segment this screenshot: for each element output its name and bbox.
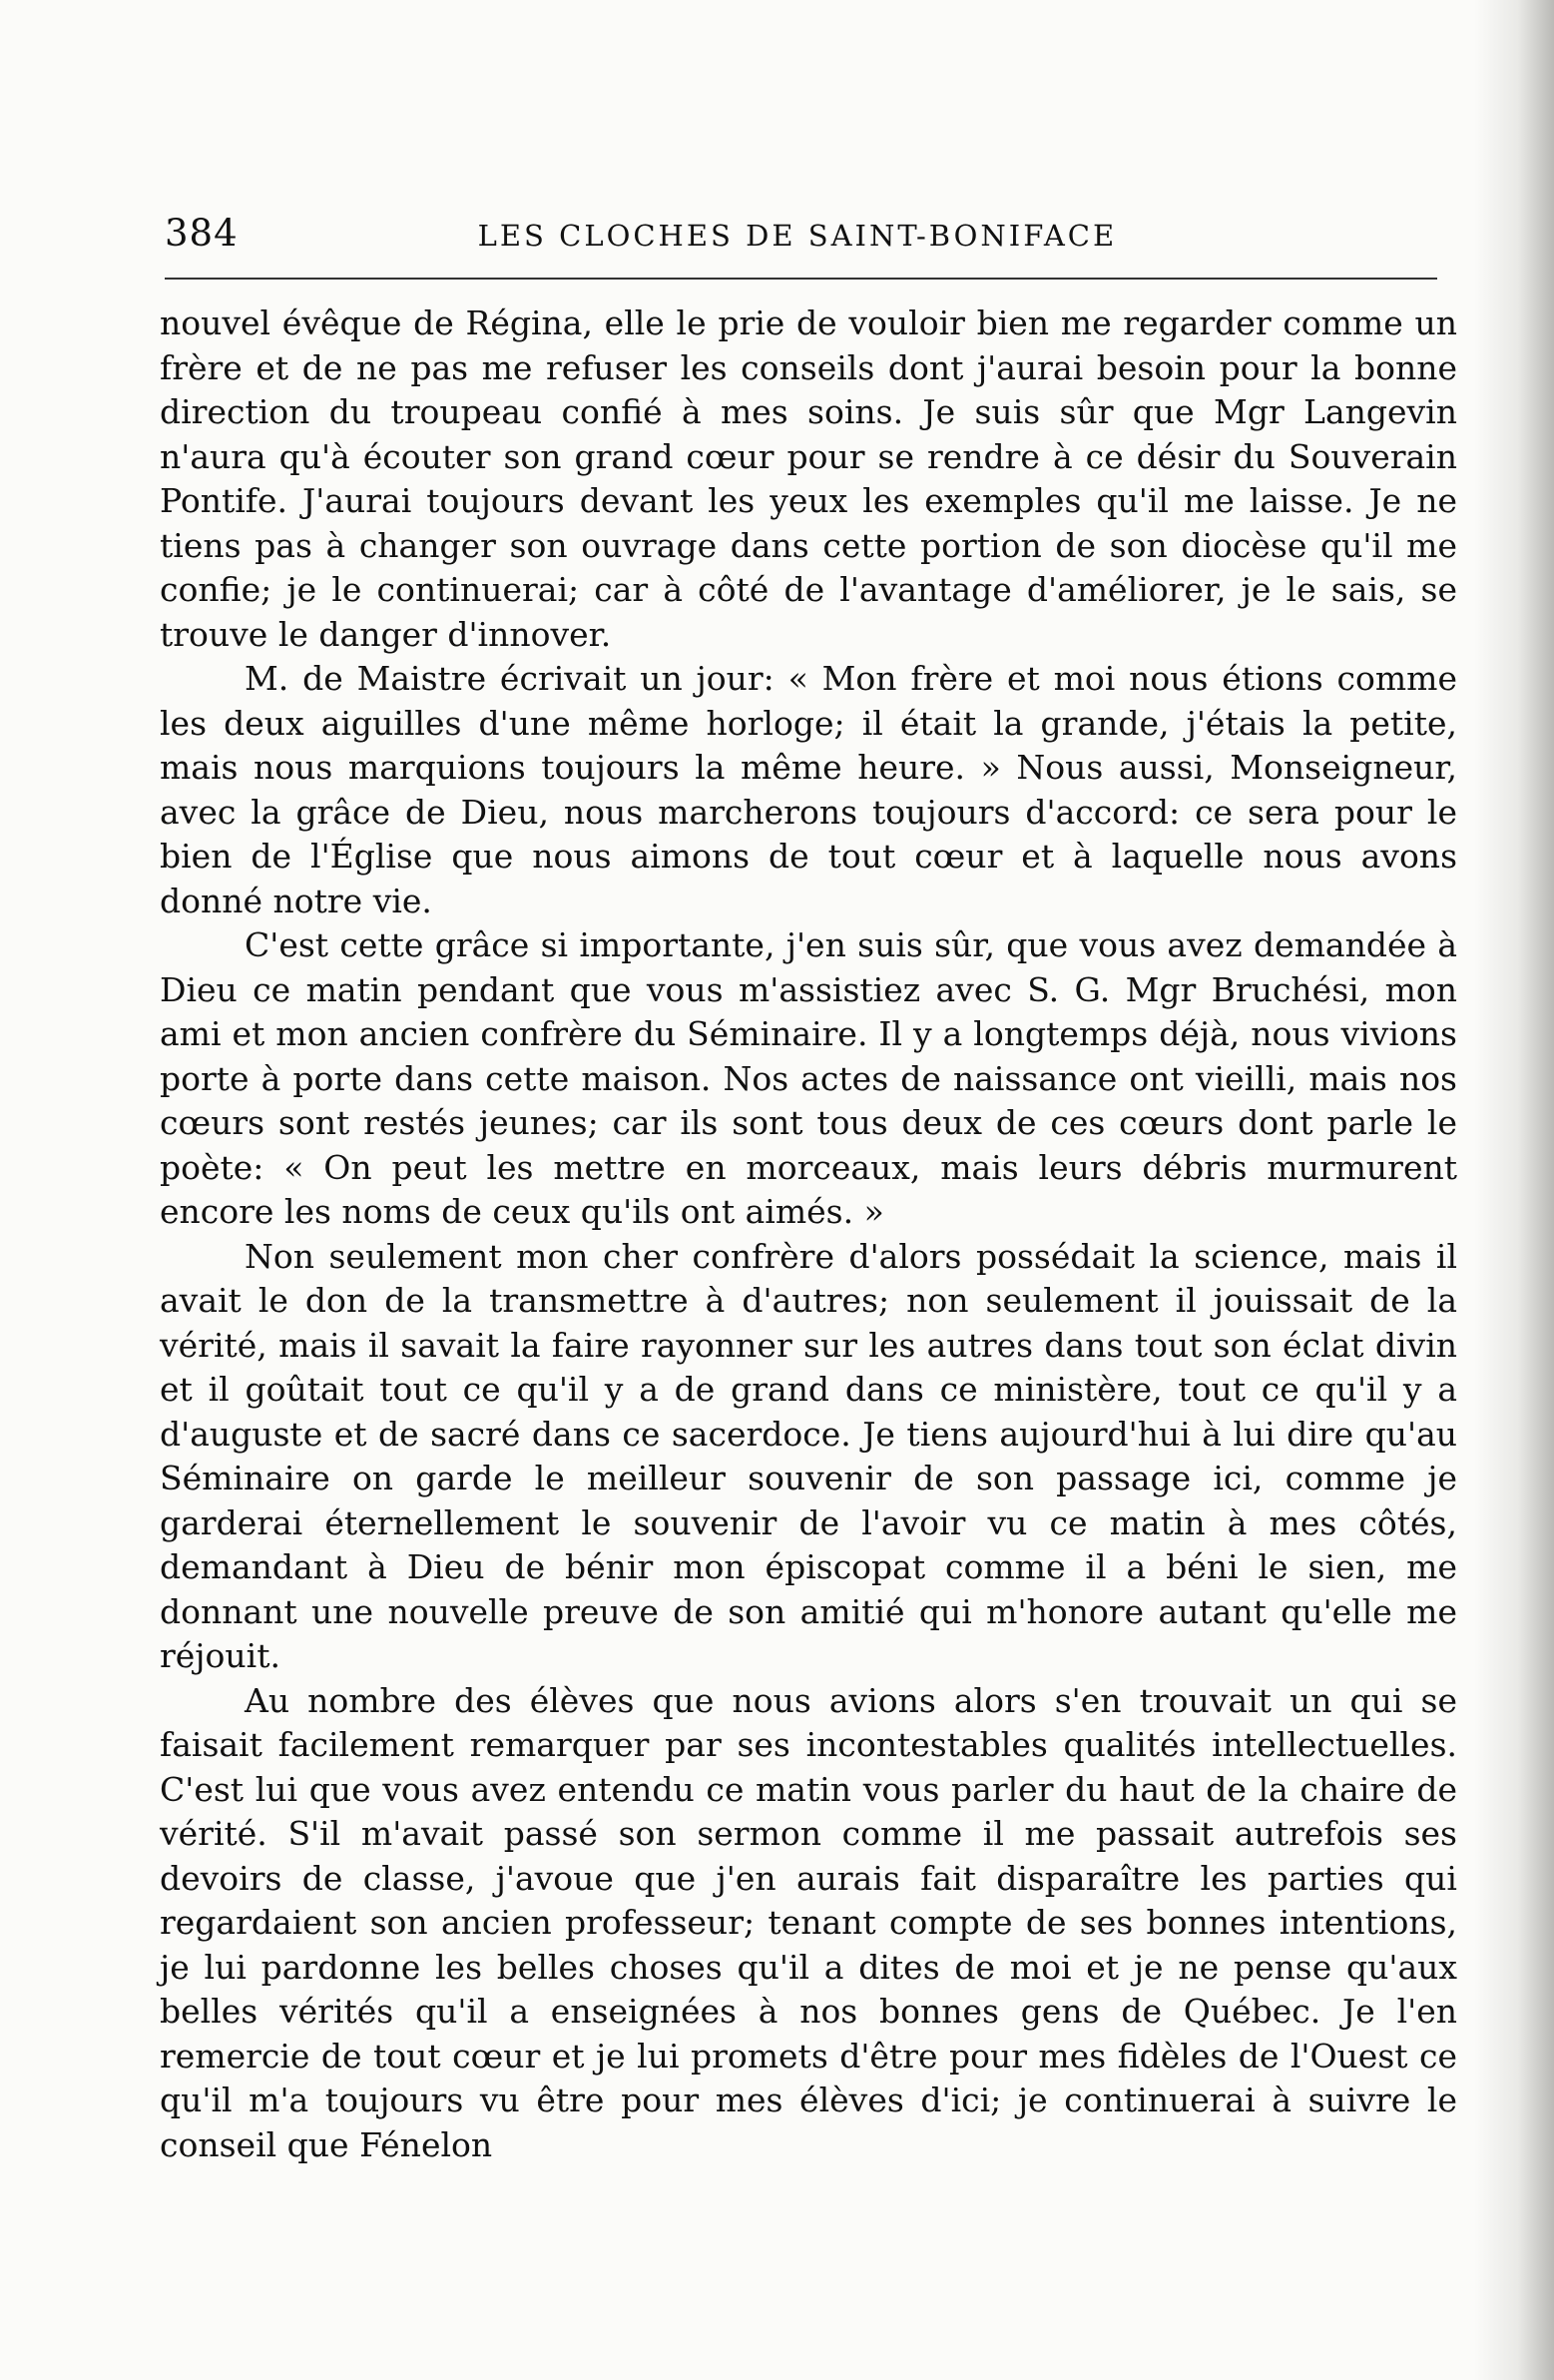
- paragraph: nouvel évêque de Régina, elle le prie de vouloir bien me regarder comme un frère et de ne pas me refuser les conseils dont j'aurai besoin pour la bonne direction du troupeau confié à mes soins. Je suis sûr que Mgr Langevin n'aura qu'à écouter son grand cœur pour se rendre à ce désir du Souverain Pontife. J'aurai toujours devant les yeux les exemples qu'il me laisse. Je ne tiens pas à changer son ouvrage dans cette portion de son diocèse qu'il me confie; je le continuerai; car à côté de l'avantage d'améliorer, je le sais, se trouve le danger d'innover.: [160, 303, 1457, 654]
- paragraph: Au nombre des élèves que nous avions alors s'en trouvait un qui se faisait facilement remarquer par ses incontestables qualités intellectuelles. C'est lui que vous avez entendu ce matin vous parler du haut de la chaire de vérité. S'il m'avait passé son sermon comme il me passait autrefois ses devoirs de classe, j'avoue que j'en aurais fait disparaître les parties qui regardaient son ancien professeur; tenant compte de ses bonnes intentions, je lui pardonne les belles choses qu'il a dites de moi et je ne pense qu'aux belles vérités qu'il a enseignées à nos bonnes gens de Québec. Je l'en remercie de tout cœur et je lui promets d'être pour mes fidèles de l'Ouest ce qu'il m'a toujours vu être pour mes élèves d'ici; je continuerai à suivre le conseil que Fénelon: [160, 1680, 1457, 2164]
- page-edge-shadow: [1474, 0, 1554, 2380]
- paragraph: Non seulement mon cher confrère d'alors possédait la science, mais il avait le don de la transmettre à d'autres; non seulement il jouissait de la vérité, mais il savait la faire rayonner sur les autres dans tout son éclat divin et il goûtait tout ce qu'il y a de grand dans ce ministère, tout ce qu'il y a d'auguste et de sacré dans ce sacerdoce. Je tiens aujourd'hui à lui dire qu'au Séminaire on garde le meilleur souvenir de son passage ici, comme je garderai éternellement le souvenir de l'avoir vu ce matin à mes côtés, demandant à Dieu de bénir mon épiscopat comme il a béni le sien, me donnant une nouvelle preuve de son amitié qui m'honore autant qu'elle me réjouit.: [160, 1236, 1457, 1675]
- running-title: LES CLOCHES DE SAINT-BONIFACE: [477, 219, 1118, 253]
- page-number: 384: [165, 212, 239, 255]
- paragraph: C'est cette grâce si importante, j'en suis sûr, que vous avez demandée à Dieu ce matin pendant que vous m'assistiez avec S. G. Mgr Bruchési, mon ami et mon ancien confrère du Séminaire. Il y a longtemps déjà, nous vivions porte à porte dans cette maison. Nos actes de naissance ont vieilli, mais nos cœurs sont restés jeunes; car ils sont tous deux de ces cœurs dont parle le poète: « On peut les mettre en morceaux, mais leurs débris murmurent encore les noms de ceux qu'ils ont aimés. »: [160, 925, 1457, 1231]
- paragraph: M. de Maistre écrivait un jour: « Mon frère et moi nous étions comme les deux aiguilles d'une même horloge; il était la grande, j'étais la petite, mais nous marquions toujours la même heure. » Nous aussi, Monseigneur, avec la grâce de Dieu, nous marcherons toujours d'accord: ce sera pour le bien de l'Église que nous aimons de tout cœur et à laquelle nous avons donné notre vie.: [160, 659, 1457, 920]
- header-rule: [165, 278, 1437, 280]
- body-text: [160, 301, 1457, 2167]
- running-head: [165, 212, 1452, 262]
